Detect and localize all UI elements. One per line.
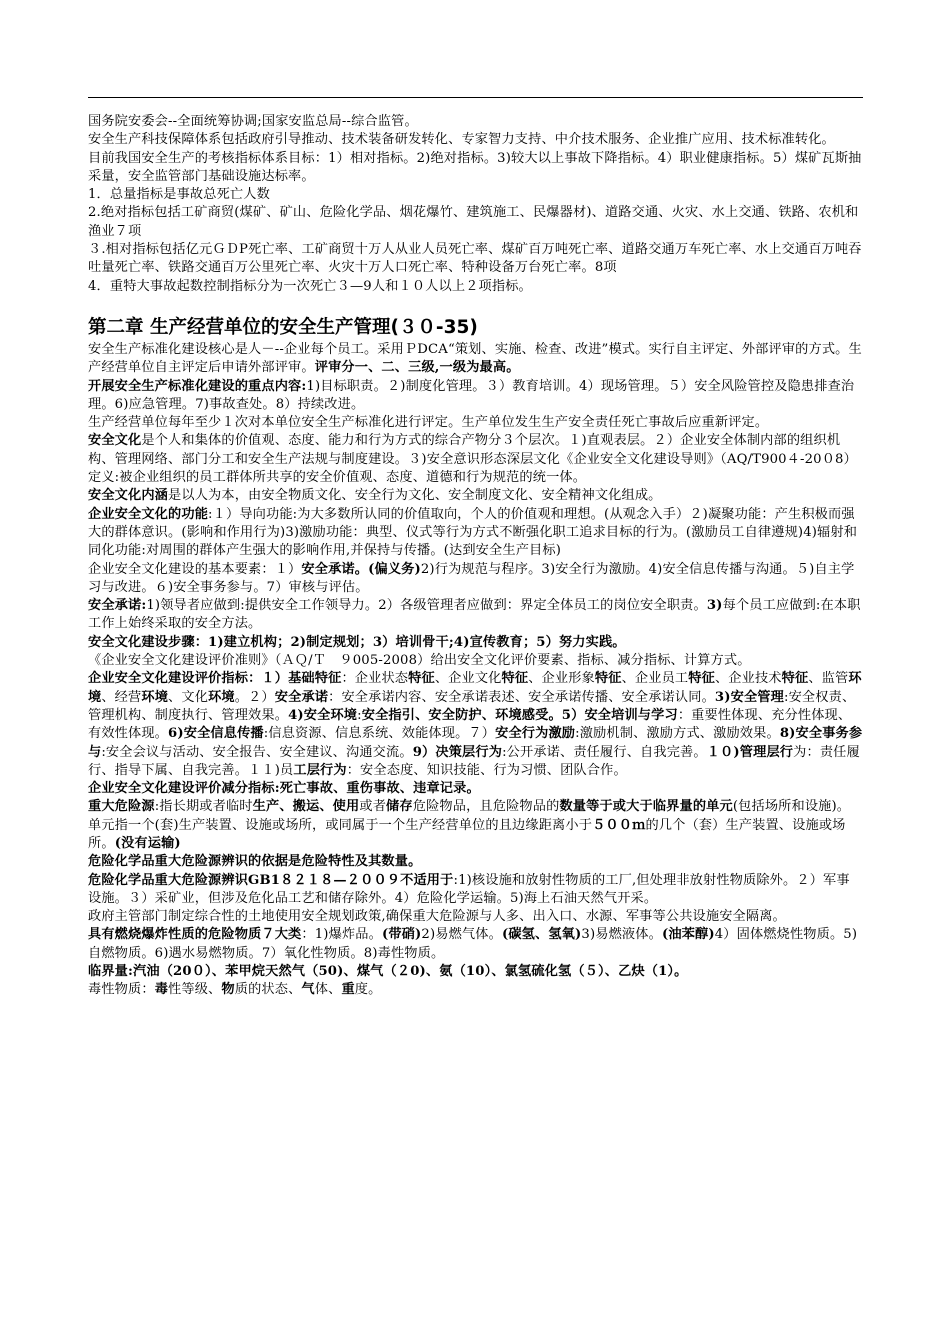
text-run: : xyxy=(357,707,362,723)
text-run: 企业安全文化建设的基本要素：１） xyxy=(88,561,302,577)
text-run: 9）决策层行为 xyxy=(412,744,503,760)
text-run: 2)行为规范与程序。3)安全行为激励。4)安全信息传播与沟通。５)自主学习与改进。６)安全事务参与。7）审核与评估。 xyxy=(88,561,855,595)
paragraph xyxy=(88,597,863,634)
text-run: 的几个（套）生产装置、设施或场所。 xyxy=(88,817,846,851)
text-run: １０)管理层行 xyxy=(706,744,794,760)
text-run: (碳氢、氢氧) xyxy=(501,927,582,943)
text-run: 气 xyxy=(301,982,315,998)
text-run: 1)领导者应做到:提供安全工作领导力。2）各级管理者应做到：界定全体员工的岗位安全职责。 xyxy=(146,598,707,614)
text-run: 不适用于 xyxy=(400,872,454,888)
paragraph xyxy=(88,926,863,963)
text-run: ：1)爆炸品。 xyxy=(301,927,382,943)
text-run: 。２） xyxy=(234,689,275,705)
header-rule xyxy=(88,97,863,98)
paragraph: 临界量:汽油（20０）、苯甲烷天然气（50)、煤气（２0)、氨（10）、氯氢硫化氢（５）、乙炔（1）。 xyxy=(88,964,688,980)
paragraph: 安全文化建设步骤：1)建立机构；2)制定规划；3）培训骨干;4)宣传教育；5）努力实践。 xyxy=(88,634,626,650)
text-run: ５００ｍ xyxy=(592,817,646,833)
text-run: 储存 xyxy=(386,799,413,815)
text-run: 或者 xyxy=(359,799,387,815)
text-run: 、企业文化 xyxy=(434,671,502,687)
text-run: 1)目标职责。２)制度化管理。３）教育培训。4）现场管理。５）安全风险管控及隐患排查治理。6)应急管理。7)事故查处。8）持续改进。 xyxy=(88,378,855,412)
text-run: 度。 xyxy=(354,982,382,998)
paragraph: 《企业安全文化建设评价准则》（ＡＱ/Ｔ ９005-2008）给出安全文化评价要素、指标、减分指标、计算方式。 xyxy=(88,653,751,669)
text-run: :指长期或者临时 xyxy=(154,799,253,815)
paragraph: ３.相对指标包括亿元ＧＤP死亡率、工矿商贸十万人从业人员死亡率、煤矿百万吨死亡率、道路交通万车死亡率、水上交通百万吨吞吐量死亡率、铁路交通百万公里死亡率、火灾十万人口死亡率、特种设备万台死亡率。8项 xyxy=(88,242,862,276)
text-run: 安全文化内涵 xyxy=(88,488,169,504)
text-run: 基础特征 xyxy=(288,671,342,687)
text-run: :1)核设施和放射性物质的工厂,但处理非放射性物质除外。２）军事设施。３）采矿业，但涉及危化品工艺和储存除外。4）危险化学运输。5)海上石油天然气开采。 xyxy=(88,872,850,906)
paragraph: 政府主管部门制定综合性的土地使用安全规划政策,确保重大危险源与人多、出入口、水源、军事等公共设施安全隔离。 xyxy=(88,909,786,925)
paragraph: 企业安全文化建设评价减分指标:死亡事故、重伤事故、违章记录。 xyxy=(88,781,480,797)
text-run: 性等级、 xyxy=(168,982,222,998)
text-run: 评审分一、二、三级,一级为最高。 xyxy=(314,360,520,376)
text-run: 安全生产标准化建设核心是人－--企业每个员工。采用ＰDCA“策划、实施、检查、改进”模式。实行自主评定、外部评审的方式。生产经营单位自主评定后申请外部评审。 xyxy=(88,341,862,376)
text-run: ：安全承诺内容、安全承诺表述、安全承诺传播、安全承诺认同。 xyxy=(328,689,715,705)
text-run: 4)安全环境 xyxy=(288,707,358,723)
text-run: 重 xyxy=(341,982,355,998)
text-run: :激励机制、激励方式、激励效果。 xyxy=(575,726,780,742)
text-run: 每个员工应做到:在本职工作上始终采取的安全方法。 xyxy=(88,598,861,632)
text-run: 、文化 xyxy=(168,689,209,705)
text-run: 3)易燃液体。 xyxy=(581,927,662,943)
text-run: 环境 xyxy=(88,671,862,705)
text-run: 4）固体燃烧性物质。5)自燃物质。6)遇水易燃物质。7）氧化性物质。8)毒性物质。 xyxy=(88,927,858,961)
text-run: 环境 xyxy=(141,689,169,705)
text-run: 物 xyxy=(221,982,235,998)
document-page xyxy=(88,113,863,1000)
text-run: 企业安全文化的功能 xyxy=(88,506,209,522)
text-run: 生产、搬运、使用 xyxy=(252,799,360,815)
text-run: :公开承诺、责任履行、自我完善。 xyxy=(502,744,707,760)
paragraph xyxy=(88,670,863,780)
paragraph xyxy=(88,432,863,487)
paragraph: 危险化学品重大危险源辨识的依据是危险特性及其数量。 xyxy=(88,854,422,870)
text-run: 毒 xyxy=(154,982,169,998)
text-run: 危险物品，且危险物品的 xyxy=(412,799,560,815)
paragraph xyxy=(88,981,863,999)
text-run: 安全行为激励 xyxy=(495,726,576,742)
text-run: (带硝) xyxy=(381,927,422,943)
text-run: 企业安全文化建设评价指标 xyxy=(88,671,249,687)
text-run: 重大危险源 xyxy=(88,799,155,815)
text-run: 特征 xyxy=(408,671,435,687)
text-run: 为：责任履行、指导下属、自我完善。１１)员 xyxy=(88,744,860,778)
text-run: 是以人为本，由安全物质文化、安全行为文化、安全制度文化、安全精神文化组成。 xyxy=(168,488,662,504)
text-run: 6)安全信息传播 xyxy=(168,726,264,742)
text-run: 安全承诺 xyxy=(274,689,329,705)
text-run: 危险化学品重大危险源辨识GB1８２１８—２００９ xyxy=(88,872,401,888)
paragraph: 安全生产科技保障体系包括政府引导推动、技术装备研发转化、专家智力支持、中介技术服务、企业推广应用、技术标准转化。 xyxy=(88,132,835,148)
text-run: 安全文化 xyxy=(88,433,142,449)
paragraph xyxy=(88,487,863,505)
text-run: 特征 xyxy=(781,671,809,687)
text-run: ：安全态度、知识技能、行为习惯、团队合作。 xyxy=(346,762,627,778)
text-run: 3) xyxy=(706,598,723,614)
text-run: 安全承诺。(偏义务) xyxy=(301,561,421,577)
text-run: ：企业状态 xyxy=(341,671,409,687)
text-run: 是个人和集体的价值观、态度、能力和行为方式的综合产物分３个层次。１)直观表层。２）企业安全体制内部的组织机构、管理网络、部门分工和安全生产法规与制度建设。３)安全意识形态深层文化《企业安全文化建设导则》（AQ/T900４-20０8）定义:被企业组织的员工群体所共享的安全价值观、态度、道德和行为规范的统一体。 xyxy=(88,433,857,486)
text-run: 具有燃烧爆炸性质的危险物质７大类 xyxy=(88,927,302,943)
text-run: 8)安全事务参与 xyxy=(88,726,863,760)
text-run: :安全权责、管理机构、制度执行、管理效果。 xyxy=(88,689,856,723)
text-run: 体、 xyxy=(314,982,342,998)
text-run: 、企业技术 xyxy=(714,671,782,687)
text-run: ：１） xyxy=(248,671,289,687)
text-run: 特征 xyxy=(594,671,622,687)
paragraph xyxy=(88,506,863,561)
paragraph xyxy=(88,341,863,378)
text-run: (油苯醇) xyxy=(661,927,715,943)
text-run: 开展安全生产标准化建设的重点内容: xyxy=(88,378,307,394)
text-run: 安全指引、安全防护、环境感受。5）安全培训与学习 xyxy=(361,707,678,723)
text-run: 、监管 xyxy=(808,671,849,687)
chapter-title: 第二章 生产经营单位的安全生产管理(３０-35) xyxy=(88,316,478,338)
paragraph xyxy=(88,872,863,909)
paragraph xyxy=(88,798,863,853)
text-run: 工层行为 xyxy=(293,762,347,778)
paragraph: 国务院安委会--全面统筹协调;国家安监总局--综合监管。 xyxy=(88,114,418,129)
text-run: :安全会议与活动、安全报告、安全建议、沟通交流。 xyxy=(101,744,413,760)
text-run: ：重要性体现、充分性体现、有效性体现。 xyxy=(88,707,852,742)
text-run: 3)安全管理 xyxy=(714,689,784,705)
text-run: 质的状态、 xyxy=(234,982,302,998)
text-run: 、企业员工 xyxy=(621,671,689,687)
paragraph: 生产经营单位每年至少１次对本单位安全生产标准化进行评定。生产单位发生生产安全责任死亡事故后应重新评定。 xyxy=(88,415,769,431)
text-run: 数量等于或大于临界量的单元 xyxy=(559,799,733,815)
text-run: 安全承诺: xyxy=(88,598,147,614)
paragraph xyxy=(88,378,863,415)
text-run: :信息资源、信息系统、效能体现。７） xyxy=(263,726,496,742)
text-run: 毒性物质： xyxy=(88,982,155,998)
text-run: :１）导向功能:为大多数所认同的价值取向，个人的价值观和理想。(从观念入手）２)凝聚功能：产生积极而强大的群体意识。(影响和作用行为)3)激励功能：典型、仪式等行为方式不断强化职工追求目标的行为。(激励员工自律遵规)4)辐射和同化功能:对周围的群体产生强大的影响作用,并保持与传播。(达到安全生产目标) xyxy=(88,506,858,559)
paragraph xyxy=(88,561,863,598)
text-run: (包括场所和设施)。单元指一个(套)生产装置、设施或场所，或同属于一个生产经营单位的且边缘距离小于 xyxy=(88,799,851,833)
text-run: 特征 xyxy=(501,671,529,687)
text-run: 2)易燃气体。 xyxy=(421,927,502,943)
text-run: (没有运输) xyxy=(114,835,181,851)
text-run: 环境 xyxy=(208,689,235,705)
paragraph: 2.绝对指标包括工矿商贸(煤矿、矿山、危险化学品、烟花爆竹、建筑施工、民爆器材)、道路交通、火灾、水上交通、铁路、农机和渔业７项 xyxy=(88,205,859,239)
text-run: 、经营 xyxy=(101,689,142,705)
paragraph: 1．总量指标是事故总死亡人数 xyxy=(88,187,270,203)
paragraph: 目前我国安全生产的考核指标体系目标：1）相对指标。2)绝对指标。3)较大以上事故下降指标。4）职业健康指标。5）煤矿瓦斯抽采量，安全监管部门基础设施达标率。 xyxy=(88,150,862,184)
paragraph: 4．重特大事故起数控制指标分为一次死亡３—9人和１０人以上２项指标。 xyxy=(88,278,532,294)
text-run: 、企业形象 xyxy=(528,671,595,687)
text-run: 特征 xyxy=(688,671,715,687)
